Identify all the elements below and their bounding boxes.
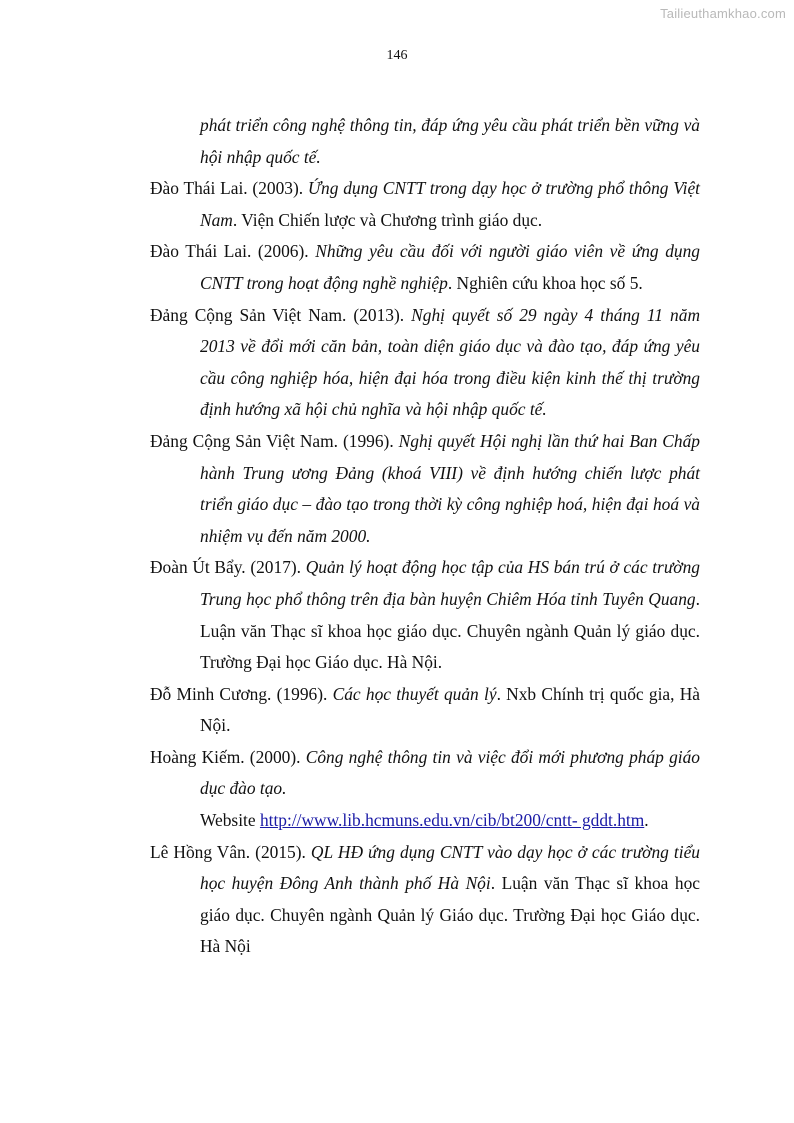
reference-title: Công nghệ thông tin và việc đổi mới phương pháp giáo dục đào tạo.: [200, 746, 700, 799]
reference-title: phát triển công nghệ thông tin, đáp ứng yêu cầu phát triển bền vững và hội nhập quốc tế.: [200, 115, 700, 167]
reference-details: . Luận văn Thạc sĩ khoa học giáo dục. Chuyên ngành Quản lý giáo dục. Trường Đại học Giáo dục. Hà Nội.: [200, 588, 700, 673]
watermark: Tailieuthamkhao.com: [660, 6, 786, 21]
reference-title: Những yêu cầu đối với người giáo viên về ứng dụng CNTT trong hoạt động nghề nghiệp: [200, 241, 700, 293]
reference-title: Ứng dụng CNTT trong dạy học ở trường phổ thông Việt Nam: [200, 178, 700, 230]
reference-title: QL HĐ ứng dụng CNTT vào dạy học ở các trường tiểu học huyện Đông Anh thành phố Hà Nội: [200, 841, 700, 894]
reference-title: Quản lý hoạt động học tập của HS bán trú ở các trường Trung học phổ thông trên địa bàn huyện Chiêm Hóa tỉnh Tuyên Quang: [200, 557, 700, 609]
website-link[interactable]: http://www.lib.hcmuns.edu.vn/cib/bt200/cntt- gddt.htm: [259, 810, 645, 831]
reference-title: Nghị quyết Hội nghị lần thứ hai Ban Chấp hành Trung ương Đảng (khoá VIII) về định hướng chiến lược phát triển giáo dục – đào tạo trong thời kỳ công nghiệp hoá, hiện đại hoá và nhiệm vụ đến năm 2000.: [200, 430, 700, 546]
reference-author: Đảng Cộng Sản Việt Nam. (1996).: [150, 430, 399, 451]
reference-details: . Luận văn Thạc sĩ khoa học giáo dục. Chuyên ngành Quản lý Giáo dục. Trường Đại học Giáo dục. Hà Nội: [200, 873, 700, 957]
page-number: 146: [386, 48, 408, 63]
reference-entry: [150, 679, 700, 742]
reference-title: Nghị quyết số 29 ngày 4 tháng 11 năm 2013 về đổi mới căn bản, toàn diện giáo dục và đào tạo, đáp ứng yêu cầu công nghiệp hóa, hiện đại hóa trong điều kiện kinh thế thị trường định hướng xã hội chủ nghĩa và hội nhập quốc tế.: [200, 304, 700, 420]
reference-author: Hoàng Kiếm. (2000).: [150, 746, 306, 767]
reference-title: Các học thuyết quản lý: [332, 683, 497, 704]
reference-author: Đỗ Minh Cương. (1996).: [150, 683, 333, 704]
reference-entry: [150, 742, 700, 805]
website-suffix: .: [644, 810, 649, 831]
reference-author: Đào Thái Lai. (2006).: [150, 241, 316, 262]
reference-author: Đoàn Út Bẩy. (2017).: [150, 557, 306, 578]
reference-details: . Nghiên cứu khoa học số 5.: [447, 272, 643, 293]
website-line: [150, 805, 700, 837]
reference-entry-continued: [150, 110, 700, 173]
reference-entry: [150, 837, 700, 963]
reference-entry: [150, 173, 700, 236]
reference-author: Đào Thái Lai. (2003).: [150, 178, 308, 199]
website-prefix: Website: [200, 810, 260, 831]
reference-entry: [150, 426, 700, 552]
reference-entry: [150, 236, 700, 299]
reference-list: [150, 110, 700, 963]
reference-author: Đảng Cộng Sản Việt Nam. (2013).: [150, 304, 412, 325]
reference-details: . Viện Chiến lược và Chương trình giáo dục.: [232, 209, 543, 230]
reference-entry: [150, 552, 700, 678]
reference-details: . Nxb Chính trị quốc gia, Hà Nội.: [200, 683, 700, 736]
reference-author: Lê Hồng Vân. (2015).: [150, 841, 311, 862]
reference-entry: [150, 300, 700, 426]
